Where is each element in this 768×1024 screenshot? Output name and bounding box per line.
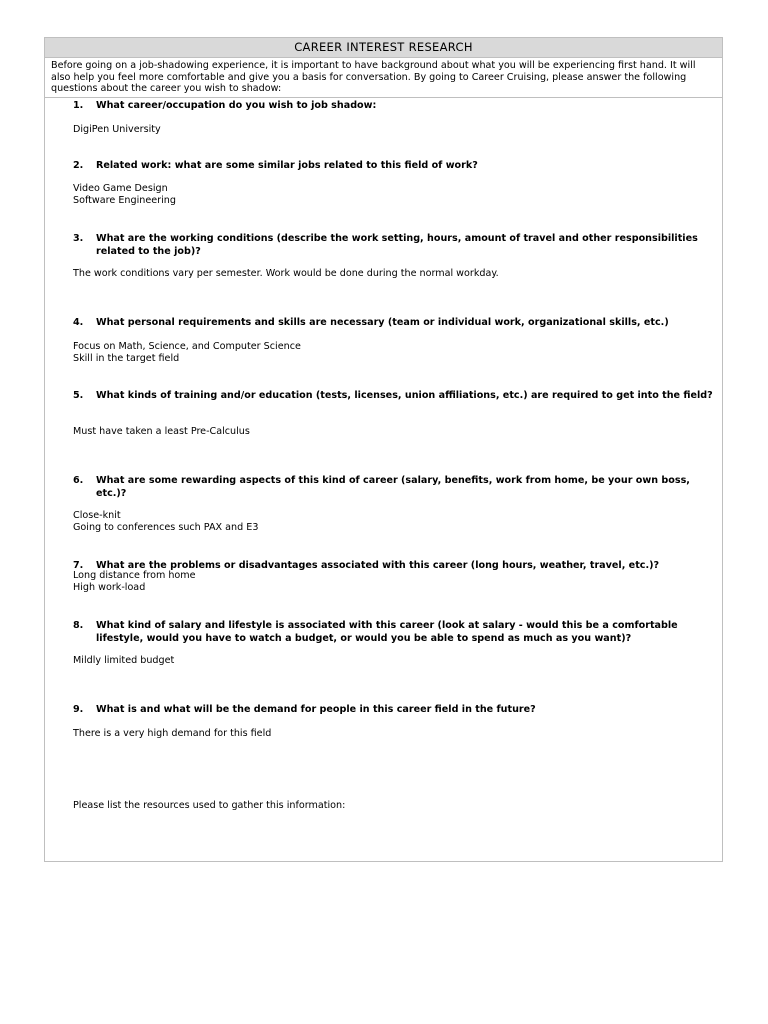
answer-line: High work-load xyxy=(73,582,146,594)
question-text: What are some rewarding aspects of this kind of career (salary, benefits, work from home, be your own boss, etc.)? xyxy=(96,475,690,499)
question-text: What career/occupation do you wish to job shadow: xyxy=(96,100,377,111)
question-number: 8. xyxy=(73,620,84,631)
question-number: 4. xyxy=(73,317,84,328)
answer-line: Long distance from home xyxy=(73,570,196,581)
question-3 xyxy=(73,232,721,258)
intro-paragraph: Before going on a job-shadowing experience, it is important to have background about what you will be experiencing first hand. It will also help you feel more comfortable and give you a basis for conversation. By going to Career Cruising, please answer the following questions about the career you wish to shadow: xyxy=(45,58,722,98)
question-text: What are the problems or disadvantages associated with this career (long hours, weather, travel, etc.)? xyxy=(96,560,660,571)
question-number: 2. xyxy=(73,160,84,171)
form-title: CAREER INTEREST RESEARCH xyxy=(45,38,722,58)
question-8 xyxy=(73,619,721,645)
question-number: 9. xyxy=(73,704,84,715)
question-number: 6. xyxy=(73,475,84,486)
career-research-form xyxy=(44,37,723,862)
answer-2 xyxy=(73,183,176,208)
answer-line: Software Engineering xyxy=(73,195,176,207)
question-9 xyxy=(73,703,721,716)
answer-line: Must have taken a least Pre-Calculus xyxy=(73,426,250,437)
resources-label: Please list the resources used to gather this information: xyxy=(73,800,346,811)
answer-3 xyxy=(73,268,499,280)
answer-4 xyxy=(73,341,301,366)
answer-6 xyxy=(73,510,258,535)
answer-8 xyxy=(73,655,174,667)
question-2 xyxy=(73,159,721,172)
answer-line: Mildly limited budget xyxy=(73,655,175,666)
answer-line: Focus on Math, Science, and Computer Science xyxy=(73,341,301,352)
answer-line: DigiPen University xyxy=(73,124,161,135)
question-number: 3. xyxy=(73,233,84,244)
answer-5 xyxy=(73,426,250,438)
answer-line: Going to conferences such PAX and E3 xyxy=(73,522,259,534)
question-text: What is and what will be the demand for people in this career field in the future? xyxy=(96,704,536,715)
answer-line: Skill in the target field xyxy=(73,353,180,365)
answer-7 xyxy=(73,570,196,595)
resources-prompt xyxy=(73,800,345,812)
question-number: 5. xyxy=(73,390,84,401)
question-4 xyxy=(73,316,721,329)
answer-line: Video Game Design xyxy=(73,183,168,194)
question-6 xyxy=(73,474,721,500)
question-text: What personal requirements and skills are necessary (team or individual work, organizational skills, etc.) xyxy=(96,317,669,328)
answer-9 xyxy=(73,728,271,740)
question-number: 1. xyxy=(73,100,84,111)
question-text: What kind of salary and lifestyle is associated with this career (look at salary - would this be a comfortable lifestyle, would you have to watch a budget, or would you be able to spend as much as you want)? xyxy=(96,620,678,644)
question-text: Related work: what are some similar jobs related to this field of work? xyxy=(96,160,478,171)
question-text: What kinds of training and/or education (tests, licenses, union affiliations, etc.) are required to get into the field? xyxy=(96,390,713,401)
question-1 xyxy=(73,99,721,112)
question-5 xyxy=(73,389,721,402)
question-text: What are the working conditions (describe the work setting, hours, amount of travel and other responsibilities related to the job)? xyxy=(96,233,698,257)
answer-line: The work conditions vary per semester. Work would be done during the normal workday. xyxy=(73,268,499,279)
question-number: 7. xyxy=(73,560,84,571)
answer-line: Close-knit xyxy=(73,510,121,521)
answer-1 xyxy=(73,124,161,136)
answer-line: There is a very high demand for this field xyxy=(73,728,272,739)
